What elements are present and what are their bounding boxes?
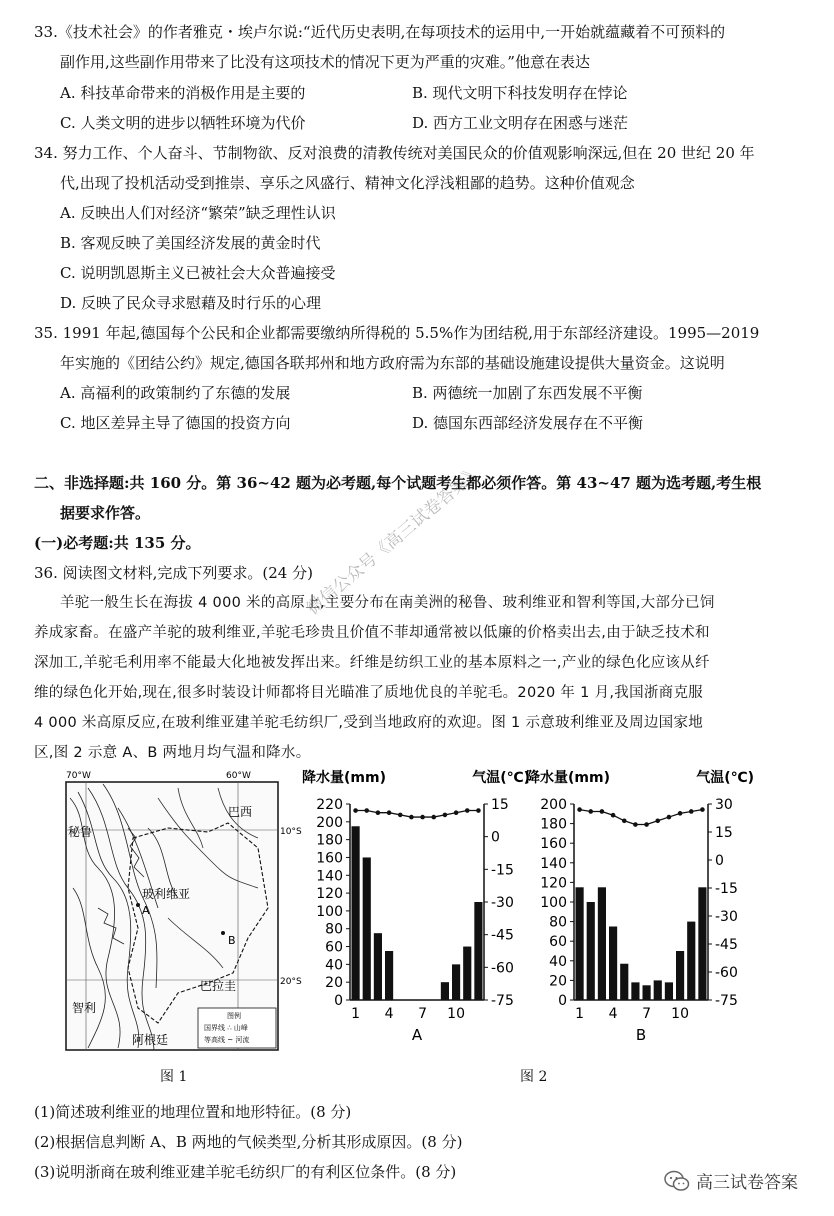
lat-20s-label: 20°S <box>280 977 302 987</box>
q34-stem-line1: 34. 努力工作、个人奋斗、节制物欲、反对浪费的清教传统对美国民众的价值观影响深远,但在 20 世纪 20 年 <box>34 144 755 162</box>
y-axis-title: 降水量(mm) <box>526 770 610 786</box>
temperature-point <box>376 810 381 815</box>
precip-bar <box>452 964 460 1000</box>
legend-title: 图例 <box>227 1012 241 1020</box>
q36-subquestion-3: (3)说明浙商在玻利维亚建羊驼毛纺织厂的有利区位条件。(8 分) <box>34 1163 457 1181</box>
temperature-point <box>667 815 672 820</box>
y-tick-label: 120 <box>316 886 343 903</box>
y-tick-label: 120 <box>540 875 567 892</box>
temperature-point <box>364 808 369 813</box>
y2-tick-label: -60 <box>715 965 738 981</box>
y-tick-label: 180 <box>540 816 567 833</box>
figure1-map <box>58 768 302 1058</box>
y-tick-label: 100 <box>540 895 567 911</box>
y-tick-label: 0 <box>558 993 567 1009</box>
climate-chart-b <box>524 768 756 1052</box>
q33-option-b: B. 现代文明下科技发明存在悖论 <box>412 84 628 102</box>
y2-tick-label: 0 <box>491 829 500 846</box>
precip-bar <box>609 927 617 1001</box>
q36-passage-line2: 养成家畜。在盛产羊驼的玻利维亚,羊驼毛珍贵且价值不菲却通常被以低廉的价格卖出去,由于缺乏技术和 <box>34 625 710 641</box>
q33-stem-line2: 副作用,这些副作用带来了比没有这项技术的情况下更为严重的灾难。”他意在表达 <box>60 53 590 71</box>
chart-title: B <box>635 1026 647 1044</box>
label-brazil: 巴西 <box>228 805 253 819</box>
y-tick-label: 220 <box>316 797 343 813</box>
label-paraguay: 巴拉圭 <box>200 979 237 993</box>
temperature-point <box>420 815 425 820</box>
figure2-caption: 图 2 <box>520 1069 548 1085</box>
y2-axis-title: 气温(℃) <box>472 770 530 786</box>
x-tick-label: 1 <box>351 1006 361 1022</box>
q35-stem-line2: 年实施的《团结公约》规定,德国各联邦州和地方政府需为东部的基础设施建设提供大量资金。这说明 <box>60 354 725 372</box>
temperature-point <box>689 809 694 814</box>
y-tick-label: 40 <box>549 953 567 970</box>
section2-heading-line1: 二、非选择题:共 160 分。第 36~42 题为必考题,每个试题考生都必须作答。第 43~47 题为选考题,考生根 <box>34 474 762 492</box>
q36-passage-line3: 深加工,羊驼毛利用率不能最大化地被发挥出来。纤维是纺织工业的基本原料之一,产业的绿色化应该从纤 <box>34 655 710 671</box>
y2-tick-label: -30 <box>715 909 738 925</box>
y-tick-label: 200 <box>316 814 343 831</box>
wechat-icon <box>664 1170 690 1192</box>
y-tick-label: 60 <box>549 934 567 951</box>
temperature-point <box>431 815 436 820</box>
q34-option-c: C. 说明凯恩斯主义已被社会大众普遍接受 <box>60 264 336 282</box>
q36-passage-line6: 区,图 2 示意 A、B 两地月均气温和降水。 <box>34 745 311 761</box>
figure1-caption: 图 1 <box>160 1069 188 1085</box>
x-tick-label: 7 <box>418 1006 428 1022</box>
q33-option-d: D. 西方工业文明存在困惑与迷茫 <box>412 114 629 132</box>
q34-option-a: A. 反映出人们对经济“繁荣”缺乏理性认识 <box>60 204 336 222</box>
precip-bar <box>576 887 584 1000</box>
precip-bar <box>643 985 651 1000</box>
legend-border: 国界线 ∴ 山峰 <box>204 1024 248 1032</box>
temperature-point <box>398 813 403 818</box>
y-tick-label: 180 <box>316 832 343 849</box>
q36-subquestion-1: (1)简述玻利维亚的地理位置和地形特征。(8 分) <box>34 1103 352 1121</box>
precip-bar <box>654 980 662 1000</box>
temperature-point <box>588 809 593 814</box>
point-b-label: B <box>228 934 236 947</box>
temperature-point <box>454 810 459 815</box>
precip-bar <box>352 826 360 1000</box>
q34-stem-line2: 代,出现了投机活动受到推崇、享乐之风盛行、精神文化浮浅粗鄙的趋势。这种价值观念 <box>60 174 635 192</box>
y2-tick-label: -60 <box>491 960 514 977</box>
chart-title: A <box>411 1026 423 1044</box>
y-tick-label: 60 <box>325 939 343 956</box>
y2-tick-label: -45 <box>715 937 738 953</box>
y2-tick-label: -45 <box>491 927 514 944</box>
temperature-line <box>580 810 703 825</box>
y2-tick-label: 30 <box>715 797 733 813</box>
label-peru: 秘鲁 <box>68 825 93 839</box>
temperature-point <box>577 807 582 812</box>
y-tick-label: 20 <box>549 973 567 990</box>
precip-bar <box>385 951 393 1000</box>
x-tick-label: 7 <box>642 1006 652 1022</box>
q33-option-c: C. 人类文明的进步以牺牲环境为代价 <box>60 114 306 132</box>
y-tick-label: 200 <box>540 797 567 813</box>
y-tick-label: 160 <box>316 850 343 867</box>
precip-bar <box>374 933 382 1000</box>
y-tick-label: 80 <box>549 914 567 931</box>
y2-tick-label: -75 <box>491 993 514 1009</box>
lon-60w-label: 60°W <box>226 771 251 781</box>
temperature-point <box>622 819 627 824</box>
label-chile: 智利 <box>72 1001 97 1015</box>
q34-option-d: D. 反映了民众寻求慰藉及时行乐的心理 <box>60 294 322 312</box>
precip-bar <box>698 887 706 1000</box>
y-tick-label: 20 <box>325 975 343 992</box>
q36-subquestion-2: (2)根据信息判断 A、B 两地的气候类型,分析其形成原因。(8 分) <box>34 1133 463 1151</box>
y-tick-label: 160 <box>540 836 567 853</box>
point-a-marker <box>136 903 140 907</box>
temperature-point <box>600 809 605 814</box>
q36-passage-line4: 维的绿色化开始,现在,很多时装设计师都将目光瞄准了质地优良的羊驼毛。2020 年 1 月,我国浙商克服 <box>34 685 704 701</box>
temperature-point <box>611 813 616 818</box>
temperature-point <box>387 810 392 815</box>
precip-bar <box>687 922 695 1000</box>
temperature-point <box>409 815 414 820</box>
lon-70w-label: 70°W <box>66 771 91 781</box>
point-a-label: A <box>142 904 150 917</box>
y2-tick-label: -15 <box>491 862 514 879</box>
lat-10s-label: 10°S <box>280 827 302 837</box>
q35-stem-line1: 35. 1991 年起,德国每个公民和企业都需要缴纳所得税的 5.5%作为团结税,用于东部经济建设。1995—2019 <box>34 324 760 342</box>
precip-bar <box>441 982 449 1000</box>
y2-tick-label: 15 <box>715 825 733 841</box>
temperature-point <box>644 822 649 827</box>
y2-tick-label: -15 <box>715 881 738 897</box>
temperature-point <box>655 819 660 824</box>
q33-option-a: A. 科技革命带来的消极作用是主要的 <box>60 84 306 102</box>
q36-title: 36. 阅读图文材料,完成下列要求。(24 分) <box>34 564 313 582</box>
x-tick-label: 1 <box>575 1006 585 1022</box>
y2-tick-label: 0 <box>715 853 724 869</box>
label-argentina: 阿根廷 <box>132 1033 169 1047</box>
precip-bar <box>598 887 606 1000</box>
y2-tick-label: -30 <box>491 895 514 911</box>
temperature-point <box>443 813 448 818</box>
y2-tick-label: 15 <box>491 797 509 813</box>
y-tick-label: 140 <box>540 855 567 872</box>
temperature-point <box>353 808 358 813</box>
precip-bar <box>463 947 471 1000</box>
x-tick-label: 10 <box>447 1006 465 1022</box>
precip-bar <box>474 902 482 1000</box>
climate-chart-a <box>300 768 532 1052</box>
q34-option-b: B. 客观反映了美国经济发展的黄金时代 <box>60 234 321 252</box>
temperature-point <box>476 808 481 813</box>
section2-heading-line2: 据要求作答。 <box>60 504 151 522</box>
x-tick-label: 4 <box>608 1006 618 1022</box>
precip-bar <box>620 964 628 1000</box>
point-b-marker <box>221 931 225 935</box>
temperature-point <box>633 822 638 827</box>
logo-text: 高三试卷答案 <box>696 1173 798 1193</box>
y-tick-label: 140 <box>316 868 343 885</box>
temperature-point <box>678 811 683 816</box>
q36-passage-line5: 4 000 米高原反应,在玻利维亚建羊驼毛纺织厂,受到当地政府的欢迎。图 1 示意玻利维亚及周边国家地 <box>34 715 704 731</box>
wechat-logo <box>664 1168 798 1193</box>
legend-contour: 等高线 ~ 河流 <box>204 1036 250 1044</box>
y-tick-label: 0 <box>334 993 343 1009</box>
q36-passage-line1: 羊驼一般生长在海拔 4 000 米的高原上,主要分布在南美洲的秘鲁、玻利维亚和智利等国,大部分已饲 <box>60 595 715 611</box>
temperature-point <box>700 807 705 812</box>
label-bolivia: 玻利维亚 <box>142 887 191 901</box>
y-tick-label: 40 <box>325 957 343 974</box>
y-tick-label: 80 <box>325 921 343 938</box>
y-tick-label: 100 <box>316 903 343 920</box>
x-tick-label: 4 <box>384 1006 394 1022</box>
watermark: 微信公众号《高三试卷答案》 <box>303 461 486 620</box>
q35-option-a: A. 高福利的政策制约了东德的发展 <box>60 384 291 402</box>
q35-option-d: D. 德国东西部经济发展存在不平衡 <box>412 414 644 432</box>
precip-bar <box>587 902 595 1000</box>
precip-bar <box>665 982 673 1000</box>
temperature-point <box>465 808 470 813</box>
x-tick-label: 10 <box>671 1006 689 1022</box>
q35-option-b: B. 两德统一加剧了东西发展不平衡 <box>412 384 643 402</box>
y-axis-title: 降水量(mm) <box>302 770 386 786</box>
temperature-line <box>356 811 479 818</box>
precip-bar <box>363 857 371 1000</box>
q33-stem-line1: 33.《技术社会》的作者雅克・埃卢尔说:“近代历史表明,在每项技术的运用中,一开始就蕴藏着不可预料的 <box>34 23 726 41</box>
precip-bar <box>676 951 684 1000</box>
required-section-heading: (一)必考题:共 135 分。 <box>34 534 201 552</box>
y2-axis-title: 气温(℃) <box>696 770 754 786</box>
q35-option-c: C. 地区差异主导了德国的投资方向 <box>60 414 291 432</box>
y2-tick-label: -75 <box>715 993 738 1009</box>
precip-bar <box>631 982 639 1000</box>
